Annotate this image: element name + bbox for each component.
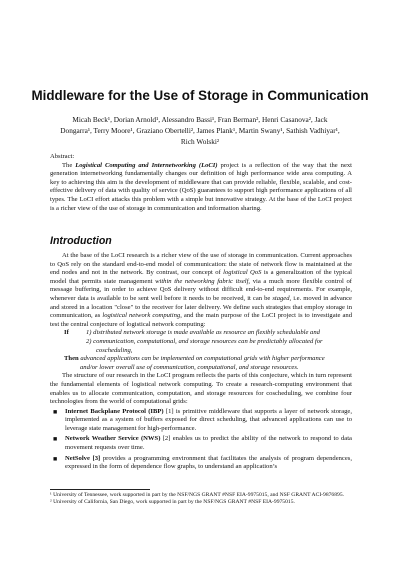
footnote: ¹ University of Tennessee, work supported in part by the NSF/NGS GRANT #NSF EIA-9975015, and NSF GRANT ACI-9876895. xyxy=(50,492,345,498)
bullet-icon: ■ xyxy=(53,435,58,444)
then-keyword: Then xyxy=(64,355,79,363)
abstract-text: The Logistical Computing and Internetworking (LoCI) project is a reflection of the way that the next generation internetworking fundamentally changes our definition of high performance wide area computing. A key to achieving this aim is the development of middleware that can provide reliable, flexible, scalable, and cost-effective delivery of data with quality of service (QoS) guarantees to support high performance applications of all types. The LoCI effort attacks this problem with a simple but innovative strategy. At the base of the LoCI project is a richer view of the use of storage in communication and information sharing. xyxy=(50,161,352,212)
intro-paragraph-2: The structure of our research in the LoCI program reflects the parts of this conjecture, which in turn represent the fundamental elements of logistical network computing. To create a research-computing environment that enables us to allocate communication, computation, and storage resources for coscheduling, we combine four technologies from the world of computational grids: xyxy=(50,372,352,406)
conjecture-then: Then advanced applications can be implemented on computational grids with higher performance and/or lower overall use of communication, computational, and storage resources. xyxy=(50,355,352,372)
footnotes xyxy=(50,492,352,507)
bullet-icon: ■ xyxy=(53,454,58,463)
loci-term: Logistical Computing and Internetworking (LoCI) xyxy=(75,161,218,169)
abstract-label: Abstract: xyxy=(50,153,75,160)
list-item: ■ Internet Backplane Protocol (IBP) [1] is primitive middleware that supports a layer of network storage, implemented as a system of buffers exposed for direct scheduling, that advanced applications can use to leverage state management for high-performance. xyxy=(53,407,352,432)
if-keyword: If xyxy=(64,329,69,337)
introduction-body xyxy=(50,252,352,474)
technology-list xyxy=(50,408,352,472)
bullet-icon: ■ xyxy=(53,407,58,416)
author-line: Rich Wolski² xyxy=(180,137,220,146)
intro-paragraph-1: At the base of the LoCI research is a richer view of the use of storage in communication. Current approaches to QoS rely on the standard end-to-end model of communication: the state of network flow is maintained at the end nodes and not in the network. By contrast, our concept of logistical QoS is a generalization of the typical model that permits state management within the networking fabric itself, via a much more flexible control of message buffering, in order to achieve QoS delivery without difficult end-to-end requirements. For example, whenever data is available to be sent well before it needs to be received, it can be staged, i.e. moved in advance and stored in a location "close" to the receiver for later delivery. We define such strategies that employ storage in communication, as logistical network computing, and the main purpose of the LoCI project is to investigate and test the central conjecture of logistical network computing: xyxy=(50,252,353,328)
conjecture-if: If 1) distributed network storage is made available as resource an flexibly schedulable and 2) communication, computational, and storage resources can be predictably allocated for coscheduling, xyxy=(50,329,352,355)
author-line: Dongarra¹, Terry Moore¹, Graziano Obertelli², James Plank¹, Martin Swany¹, Sathish Vadhiyar¹, xyxy=(60,126,340,135)
section-heading-introduction: Introduction xyxy=(50,235,112,247)
footnote: ² University of California, San Diego, work supported in part by the NSF/NGS GRANT #NSF EIA-9975015. xyxy=(50,499,295,506)
list-item: ■ NetSolve [3] provides a programming environment that facilitates the analysis of program dependences, expressed in the form of dependence flow graphs, to understand an application’s xyxy=(53,454,352,471)
author-line: Micah Beck¹, Dorian Arnold¹, Alessandro Bassi¹, Fran Berman², Henri Casanova², Jack xyxy=(72,115,328,124)
footnote-divider xyxy=(50,489,150,490)
paper-title: Middleware for the Use of Storage in Communication xyxy=(31,88,369,103)
abstract xyxy=(50,153,352,213)
list-item: ■ Network Weather Service (NWS) [2] enables us to predict the ability of the network to respond to data movement requests over time. xyxy=(53,435,352,452)
author-list xyxy=(52,114,348,147)
